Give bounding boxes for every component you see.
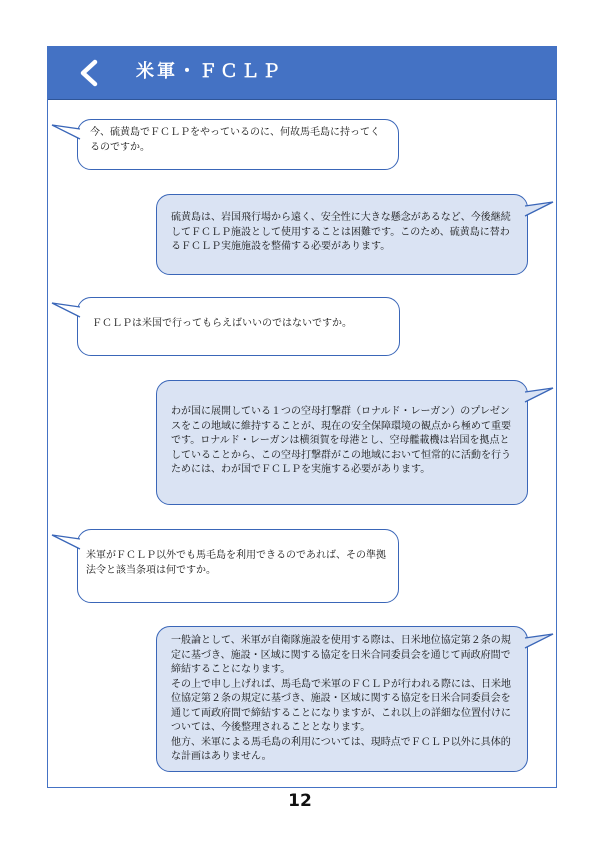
page-number: 12 <box>288 791 312 811</box>
question-text: ＦＣＬＰは米国で行ってもらえばいいのではないですか。 <box>92 318 352 329</box>
question-bubble <box>77 119 399 170</box>
answer-bubble <box>156 626 528 772</box>
bubble-tail <box>51 124 81 144</box>
chevron-left-icon[interactable] <box>76 59 100 87</box>
header-bar <box>48 47 556 100</box>
question-text: 今、硫黄島でＦＣＬＰをやっているのに、何故馬毛島に持ってくるのですか。 <box>90 127 380 153</box>
answer-bubble <box>156 380 528 505</box>
answer-text: 一般論として、米軍が自衛隊施設を使用する際は、日米地位協定第２条の規定に基づき、施設・区域に関する協定を日米合同委員会を通じて両政府間で締結することになります。 その上で申し上げれば、馬毛島で米軍のＦＣＬＰが行われる際には、日米地位協定第２条の規定に基づき、施設・区域に関する協定を日米合同委員会を通じて両政府間で締結することになりますが、これ以上の詳細な位置付けについては、今後整理されることとなります。 他方、米軍による馬毛島の利用については、現時点でＦＣＬＰ以外に具体的な計画はありません。 <box>171 635 511 762</box>
bubble-tail <box>51 534 81 554</box>
bubble-tail <box>524 387 554 407</box>
bubble-tail <box>524 201 554 221</box>
question-bubble <box>77 529 399 603</box>
answer-bubble <box>156 194 528 275</box>
answer-text: わが国に展開している１つの空母打撃群（ロナルド・レーガン）のプレゼンスをこの地域に維持することが、現在の安全保障環境の観点から極めて重要です。ロナルド・レーガンは横須賀を母港とし、空母艦載機は岩国を拠点としていることから、この空母打撃群がこの地域において恒常的に活動を行うためには、わが国でＦＣＬＰを実施する必要があります。 <box>171 406 511 475</box>
bubble-tail <box>524 633 554 653</box>
question-bubble <box>77 297 400 356</box>
bubble-tail <box>51 302 81 322</box>
answer-text: 硫黄島は、岩国飛行場から遠く、安全性に大きな懸念があるなど、今後継続してＦＣＬＰ施設として使用することは困難です。このため、硫黄島に替わるＦＣＬＰ実施施設を整備する必要があります。 <box>171 212 511 252</box>
page-title: 米軍・ＦＣＬＰ <box>136 61 283 82</box>
question-text: 米軍がＦＣＬＰ以外でも馬毛島を利用できるのであれば、その準拠法令と該当条項は何ですか。 <box>86 550 386 576</box>
